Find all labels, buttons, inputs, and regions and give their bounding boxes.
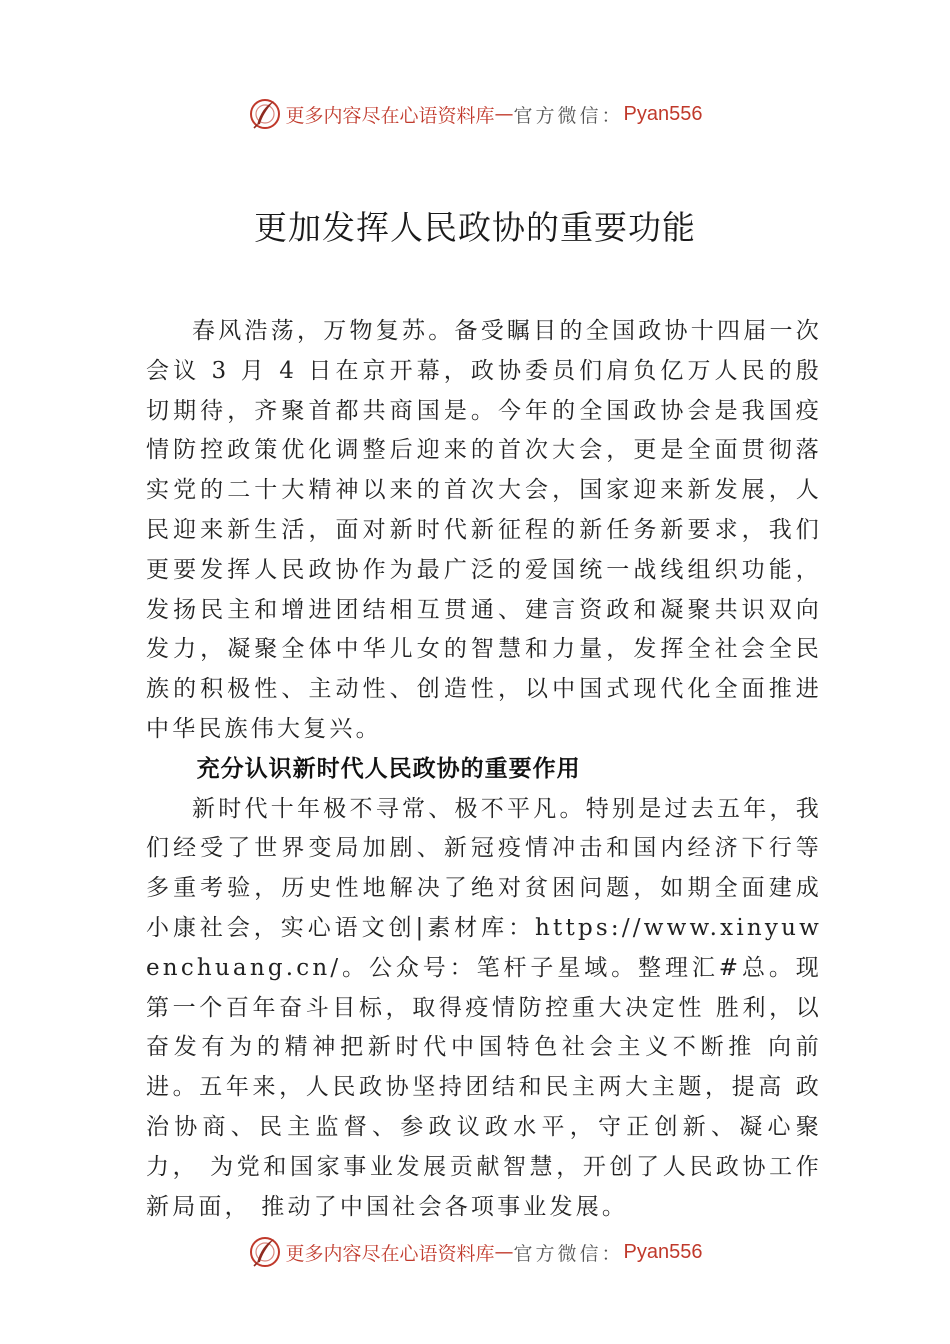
- banner-wechat-label: 官方微信：: [513, 1242, 624, 1265]
- quill-circle-icon: [248, 97, 282, 131]
- paragraph-section-1: 新时代十年极不寻常、极不平凡。特别是过去五年，我们经受了世界变局加剧、新冠疫情冲击和国内经济下行等多重考验，历史性地解决了绝对贫困问题，如期全面建成小康社会，实心语文创|素材库：https://www.xinyuwenchuang.cn/。公众号：笔杆子星域。整理汇#总。现第一个百年奋斗目标，取得疫情防控重大决定性 胜利，以奋发有为的精神把新时代中国特色社会主义不断推 向前进。五年来，人民政协坚持团结和民主两大主题，提高 政治协商、民主监督、参政议政水平，守正创新、凝心聚力， 为党和国家事业发展贡献智慧，开创了人民政协工作新局面， 推动了中国社会各项事业发展。: [146, 795, 822, 1220]
- banner-wechat-id: Pyan556: [623, 1240, 703, 1263]
- banner-dash: —: [494, 103, 514, 125]
- banner-red-text: 更多内容尽在心语资料库: [285, 104, 495, 127]
- banner-dash: —: [494, 1241, 514, 1263]
- banner-wechat-id: Pyan556: [623, 102, 703, 125]
- banner-wechat-label: 官方微信：: [513, 104, 624, 127]
- section-heading: 充分认识新时代人民政协的重要作用: [196, 755, 581, 782]
- page-title: 更加发挥人民政协的重要功能: [254, 208, 696, 247]
- footer-banner: [0, 1232, 950, 1272]
- quill-circle-icon: [248, 1235, 282, 1269]
- document-body: [146, 312, 822, 1227]
- banner-red-text: 更多内容尽在心语资料库: [285, 1242, 495, 1265]
- header-banner: [0, 94, 950, 134]
- paragraph-intro: 春风浩荡，万物复苏。备受瞩目的全国政协十四届一次会议 3 月 4 日在京开幕，政协委员们肩负亿万人民的殷切期待，齐聚首都共商国是。今年的全国政协会是我国疫情防控政策优化调整后迎来的首次大会，更是全面贯彻落实党的二十大精神以来的首次大会，国家迎来新发展，人民迎来新生活，面对新时代新征程的新任务新要求，我们更要发挥人民政协作为最广泛的爱国统一战线组织功能，发扬民主和增进团结相互贯通、建言资政和凝聚共识双向发力，凝聚全体中华儿女的智慧和力量，发挥全社会全民族的积极性、主动性、创造性，以中国式现代化全面推进中华民族伟大复兴。: [146, 318, 822, 742]
